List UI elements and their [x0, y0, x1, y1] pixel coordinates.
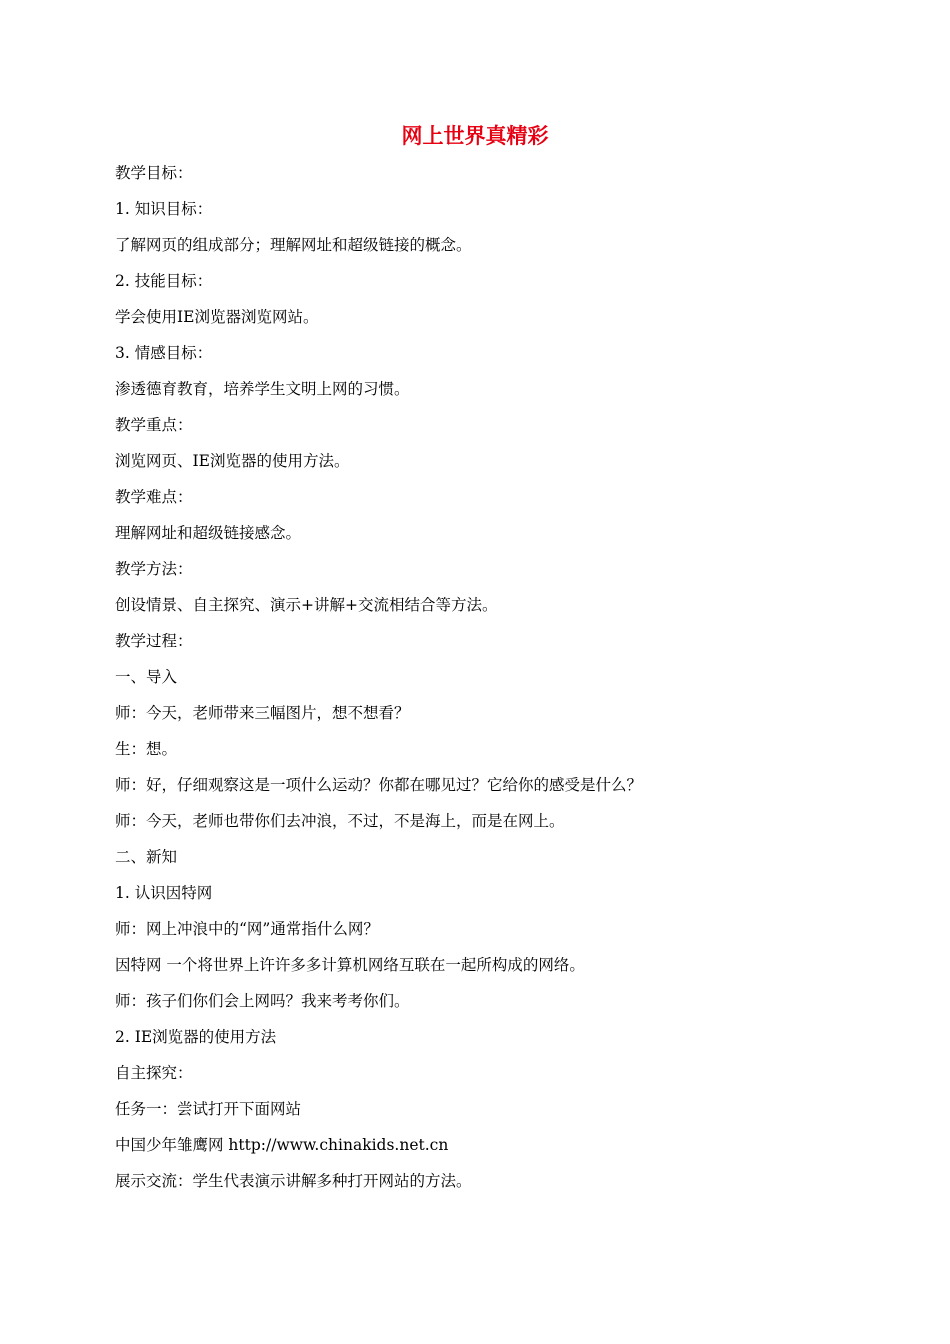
- text-line: 浏览网页、IE浏览器的使用方法。: [115, 452, 350, 470]
- text-line: 1. 知识目标：: [115, 200, 213, 218]
- text-line: 2. IE浏览器的使用方法: [115, 1028, 277, 1046]
- text-line: 师：今天，老师带来三幅图片，想不想看？: [115, 704, 410, 722]
- text-line: 任务一：尝试打开下面网站: [115, 1100, 302, 1118]
- text-line: 渗透德育教育，培养学生文明上网的习惯。: [115, 380, 410, 398]
- text-line: 二、新知: [115, 848, 178, 866]
- text-line: 师：今天，老师也带你们去冲浪，不过，不是海上，而是在网上。: [115, 812, 565, 830]
- text-line: 1. 认识因特网: [115, 884, 213, 902]
- text-line: 教学难点：: [115, 488, 193, 506]
- text-line: 创设情景、自主探究、演示+讲解+交流相结合等方法。: [115, 596, 498, 614]
- text-line: 教学目标：: [115, 164, 193, 182]
- text-line: 中国少年雏鹰网 http://www.chinakids.net.cn: [115, 1136, 449, 1154]
- text-line: 2. 技能目标：: [115, 272, 213, 290]
- document-body: [115, 157, 875, 1201]
- text-line: 展示交流：学生代表演示讲解多种打开网站的方法。: [115, 1172, 472, 1190]
- text-line: 因特网 一个将世界上许许多多计算机网络互联在一起所构成的网络。: [115, 956, 585, 974]
- text-line: 自主探究：: [115, 1064, 193, 1082]
- text-line: 师：网上冲浪中的“网”通常指什么网？: [115, 920, 379, 938]
- text-line: 3. 情感目标：: [115, 344, 213, 362]
- text-line: 教学过程：: [115, 632, 193, 650]
- text-line: 师：好，仔细观察这是一项什么运动？你都在哪见过？它给你的感受是什么？: [115, 776, 643, 794]
- page-title: 网上世界真精彩: [401, 123, 549, 148]
- text-line: 一、导入: [115, 668, 178, 686]
- text-line: 教学方法：: [115, 560, 193, 578]
- text-line: 了解网页的组成部分；理解网址和超级链接的概念。: [115, 236, 472, 254]
- text-line: 学会使用IE浏览器浏览网站。: [115, 308, 319, 326]
- text-line: 师：孩子们你们会上网吗？我来考考你们。: [115, 992, 410, 1010]
- text-line: 生：想。: [115, 740, 178, 758]
- text-line: 教学重点：: [115, 416, 193, 434]
- text-line: 理解网址和超级链接感念。: [115, 524, 302, 542]
